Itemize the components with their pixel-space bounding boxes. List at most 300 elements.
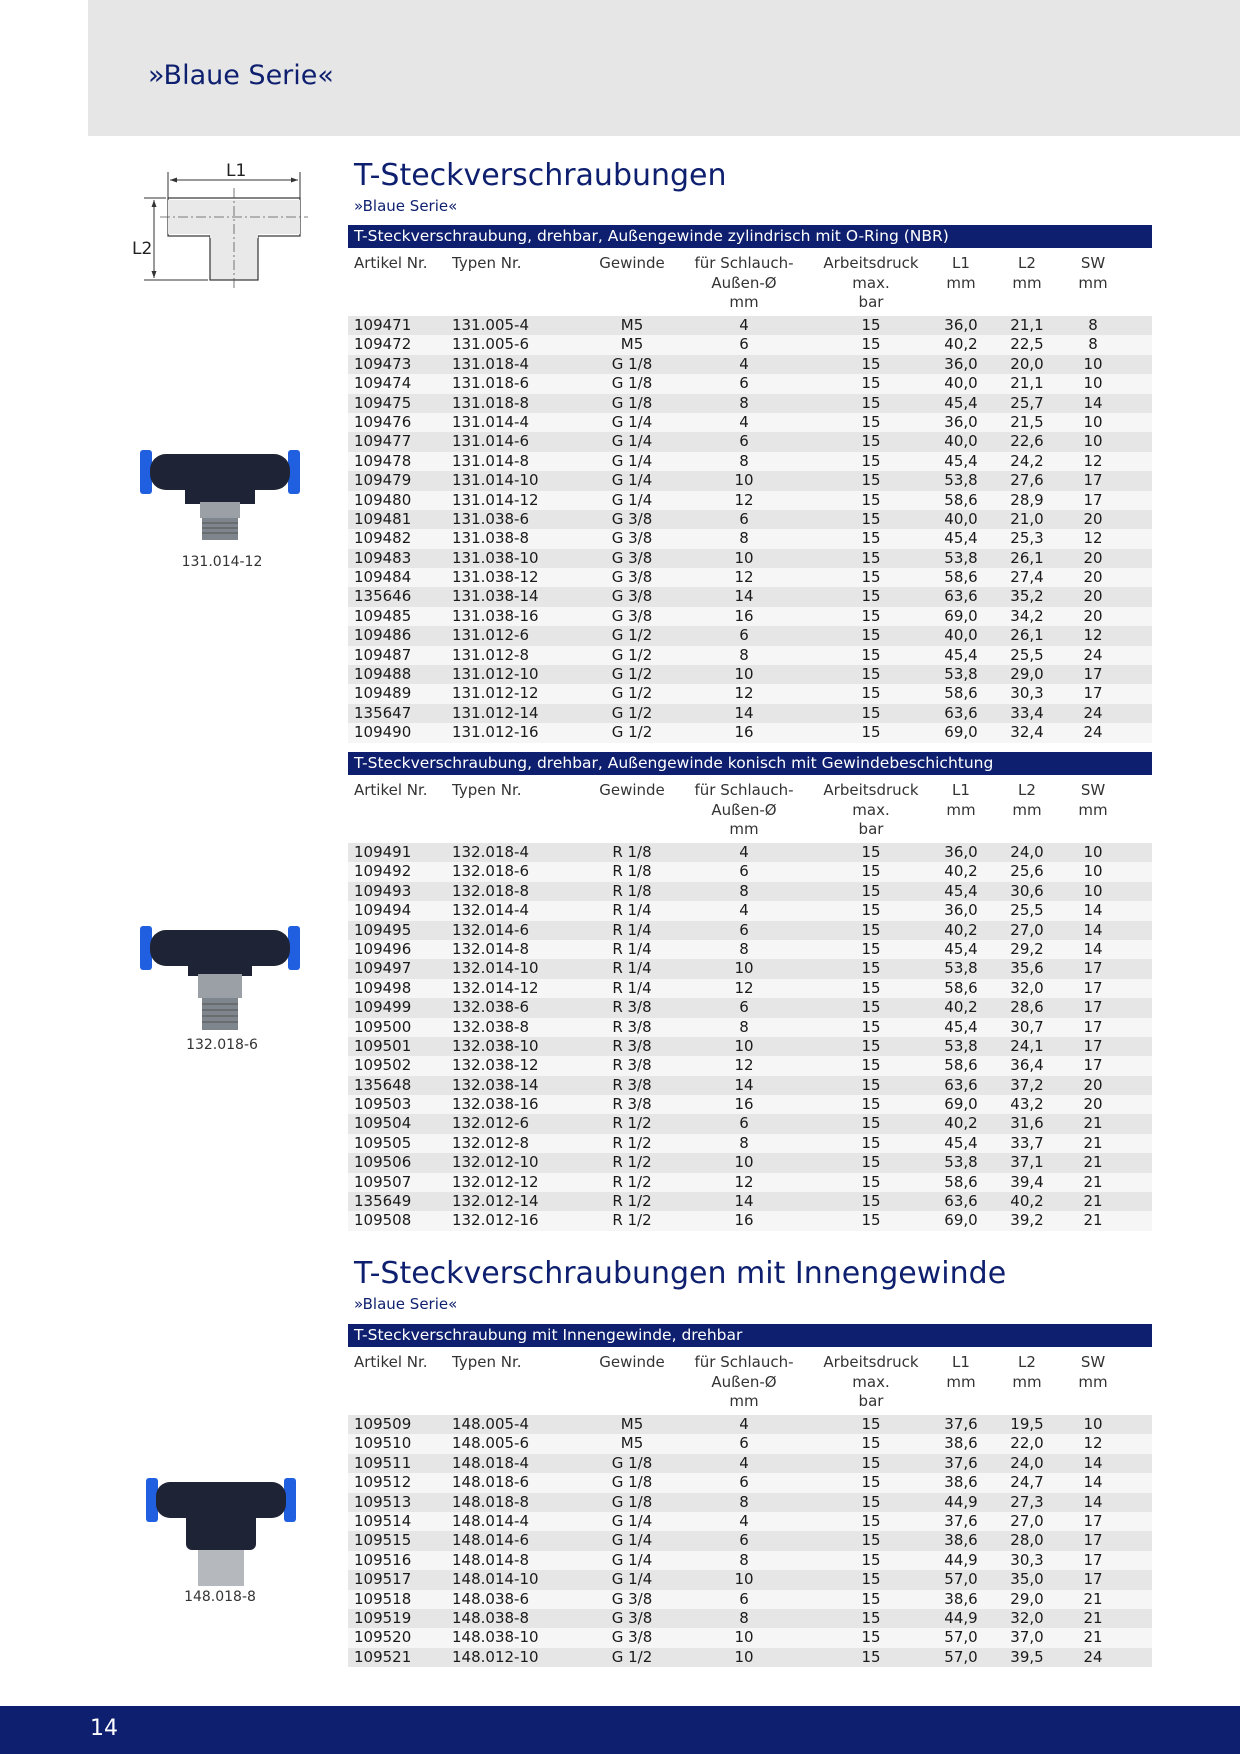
table-cell: 10 [734, 1570, 754, 1589]
table-cell: 10 [734, 665, 754, 684]
table-cell: 148.005-4 [452, 1415, 529, 1433]
table-cell: 53,8 [944, 665, 978, 684]
column-header-label: Gewinde [599, 254, 665, 272]
table-cell: 14 [734, 1192, 754, 1211]
column-header [450, 781, 590, 843]
table-cell: 45,4 [944, 939, 978, 958]
table-cell: 15 [861, 1075, 881, 1094]
column-header [348, 781, 450, 843]
table-cell: R 1/2 [612, 1133, 652, 1152]
table-cell: 109510 [354, 1434, 412, 1453]
table-cell: G 3/8 [611, 529, 653, 548]
table-cell: 69,0 [944, 1211, 978, 1230]
column-header [814, 781, 928, 843]
table-cell: G 1/2 [611, 1647, 653, 1666]
table-cell: 4 [739, 901, 749, 920]
table-cell: 38,6 [944, 1434, 978, 1453]
footer-bar [0, 1706, 1240, 1754]
table-cell: 17 [1083, 684, 1103, 703]
table-cell: 12 [1083, 626, 1103, 645]
table-cell: 21 [1083, 1211, 1103, 1230]
table-cell: M5 [620, 316, 644, 334]
table-cell: 6 [739, 374, 749, 393]
table-cell: 131.005-6 [452, 335, 529, 354]
table-cell: 31,6 [1010, 1114, 1044, 1133]
table-cell: R 1/2 [612, 1114, 652, 1133]
table-cell: 17 [1083, 1550, 1103, 1569]
column-header-label: Arbeitsdruck [823, 781, 919, 799]
table-cell: 109489 [354, 684, 412, 703]
column-header-label: mm [729, 1392, 759, 1410]
table-cell: 15 [861, 901, 881, 920]
table-cell: 8 [739, 1133, 749, 1152]
table-cell: 131.012-10 [452, 665, 539, 684]
table-cell: 15 [861, 1056, 881, 1075]
table-cell: 21,5 [1010, 412, 1044, 431]
table-cell: 17 [1083, 1017, 1103, 1036]
table-cell: 109498 [354, 978, 412, 997]
table-cell: 69,0 [944, 723, 978, 742]
table-cell: 43,2 [1010, 1095, 1044, 1114]
table-row [348, 1609, 1152, 1628]
table-cell: G 3/8 [611, 1589, 653, 1608]
table-cell: R 3/8 [612, 1036, 652, 1055]
table-cell: 63,6 [944, 1192, 978, 1211]
table-cell: 15 [861, 1153, 881, 1172]
column-header-label: Typen Nr. [452, 781, 522, 799]
table-cell: 10 [734, 1036, 754, 1055]
table-cell: 27,0 [1010, 920, 1044, 939]
table-cell: 109482 [354, 529, 412, 548]
table-cell: 40,2 [1010, 1192, 1044, 1211]
table-cell: 132.012-16 [452, 1211, 539, 1230]
table-cell: 36,4 [1010, 1056, 1044, 1075]
table-row [348, 959, 1152, 978]
table-cell: 58,6 [944, 568, 978, 587]
table-cell: G 3/8 [611, 1628, 653, 1647]
column-header-label: Artikel Nr. [354, 781, 428, 799]
table-row [348, 1628, 1152, 1647]
table-cell: 10 [1083, 862, 1103, 881]
table-cell: G 1/2 [611, 723, 653, 742]
table-cell: G 1/8 [611, 374, 653, 393]
column-header [674, 254, 814, 316]
table-row [348, 998, 1152, 1017]
table-cell: 12 [734, 978, 754, 997]
table-cell: 15 [861, 1628, 881, 1647]
table-cell: R 1/4 [612, 978, 652, 997]
table-cell: 148.014-6 [452, 1531, 529, 1550]
series-title: »Blaue Serie« [148, 60, 334, 91]
table-cell: 15 [861, 1133, 881, 1152]
dimension-drawing [130, 158, 310, 290]
column-header [928, 781, 994, 843]
table-cell: 109476 [354, 412, 412, 431]
table-cell: 35,0 [1010, 1570, 1044, 1589]
column-header-label: mm [946, 273, 976, 292]
table-cell: 148.038-6 [452, 1589, 529, 1608]
table-cell: 15 [861, 587, 881, 606]
table-cell: 15 [861, 998, 881, 1017]
table-cell: G 1/4 [611, 1570, 653, 1589]
table-cell: 36,0 [944, 316, 978, 334]
table-cell: 40,0 [944, 432, 978, 451]
table-cell: 15 [861, 978, 881, 997]
table-row [348, 921, 1152, 940]
table-cell: 14 [1083, 939, 1103, 958]
table-row [348, 1192, 1152, 1211]
table-cell: 8 [739, 1608, 749, 1627]
table-cell: 14 [1083, 901, 1103, 920]
table-cell: 8 [739, 393, 749, 412]
table-cell: 4 [739, 1511, 749, 1530]
table-cell: 16 [734, 606, 754, 625]
table-cell: 109508 [354, 1211, 412, 1230]
table-cell: 17 [1083, 1056, 1103, 1075]
table-cell: 109503 [354, 1095, 412, 1114]
table-cell: 6 [739, 432, 749, 451]
table-cell: 17 [1083, 998, 1103, 1017]
column-header-label: max. [852, 273, 890, 292]
table-cell: 132.038-10 [452, 1036, 539, 1055]
table-cell: 109483 [354, 548, 412, 567]
table-row [348, 979, 1152, 998]
table-cell: 37,1 [1010, 1153, 1044, 1172]
column-header-label: Außen-Ø [711, 273, 777, 292]
table-cell: 15 [861, 393, 881, 412]
table-cell: 15 [861, 1511, 881, 1530]
column-header-label: SW [1080, 254, 1106, 272]
table-cell: 58,6 [944, 490, 978, 509]
table-cell: 15 [861, 335, 881, 354]
table-cell: 58,6 [944, 1172, 978, 1191]
table-row [348, 1095, 1152, 1114]
table-cell: G 1/4 [611, 490, 653, 509]
table-cell: 15 [861, 1589, 881, 1608]
table-cell: R 1/4 [612, 939, 652, 958]
product-table-2 [348, 752, 1152, 1231]
table-cell: 32,0 [1010, 1608, 1044, 1627]
table-cell: 109486 [354, 626, 412, 645]
column-header-label: Artikel Nr. [354, 254, 428, 272]
table-cell: 109511 [354, 1453, 412, 1472]
table-row [348, 704, 1152, 723]
table-cell: 15 [861, 374, 881, 393]
table-cell: 131.014-6 [452, 432, 529, 451]
table-cell: 131.012-16 [452, 723, 539, 742]
table-cell: 25,5 [1010, 645, 1044, 664]
table-cell: 131.012-8 [452, 645, 529, 664]
table-cell: 14 [1083, 1453, 1103, 1472]
product-caption: 132.018-6 [186, 1037, 258, 1053]
table-cell: 15 [861, 529, 881, 548]
table-cell: 20 [1083, 606, 1103, 625]
table-cell: 27,6 [1010, 471, 1044, 490]
table-cell: 22,0 [1010, 1434, 1044, 1453]
table-cell: 109496 [354, 939, 412, 958]
column-header-label: mm [946, 1372, 976, 1391]
table-cell: 148.018-4 [452, 1453, 529, 1472]
table-cell: 4 [739, 354, 749, 373]
table-cell: 37,0 [1010, 1628, 1044, 1647]
table-row [348, 1590, 1152, 1609]
table-cell: R 3/8 [612, 998, 652, 1017]
table-cell: 17 [1083, 978, 1103, 997]
table-cell: 109506 [354, 1153, 412, 1172]
table-cell: 20 [1083, 548, 1103, 567]
table-cell: 109481 [354, 509, 412, 528]
table-cell: 37,6 [944, 1453, 978, 1472]
table-cell: 132.012-12 [452, 1172, 539, 1191]
table-cell: 10 [1083, 1415, 1103, 1433]
table-cell: 24,0 [1010, 1453, 1044, 1472]
table-cell: 131.014-12 [452, 490, 539, 509]
table-cell: 27,3 [1010, 1492, 1044, 1511]
table-cell: 131.038-8 [452, 529, 529, 548]
table-cell: 10 [734, 1647, 754, 1666]
table-cell: 131.012-12 [452, 684, 539, 703]
table-cell: 15 [861, 509, 881, 528]
section-title: T-Steckverschraubungen [354, 158, 727, 193]
column-header-label: Typen Nr. [452, 1353, 522, 1371]
table-cell: 21 [1083, 1133, 1103, 1152]
table-cell: 132.012-8 [452, 1133, 529, 1152]
table-row [348, 316, 1152, 335]
table-cell: 109504 [354, 1114, 412, 1133]
table-cell: 131.014-10 [452, 471, 539, 490]
column-header-label: Gewinde [599, 1353, 665, 1371]
column-header [1060, 1353, 1126, 1415]
table-cell: 40,2 [944, 998, 978, 1017]
column-header-label: SW [1080, 781, 1106, 799]
table-cell: 36,0 [944, 901, 978, 920]
column-header-label: für Schlauch- [694, 254, 794, 272]
table-cell: 10 [734, 1153, 754, 1172]
table-cell: 109507 [354, 1172, 412, 1191]
table-cell: 39,5 [1010, 1647, 1044, 1666]
table-cell: 25,3 [1010, 529, 1044, 548]
column-header-label: Typen Nr. [452, 254, 522, 272]
table-cell: 63,6 [944, 703, 978, 722]
table-row [348, 374, 1152, 393]
table-cell: 109479 [354, 471, 412, 490]
table-row [348, 432, 1152, 451]
section-subtitle: »Blaue Serie« [354, 1295, 458, 1313]
table-cell: 15 [861, 354, 881, 373]
table-cell: 37,6 [944, 1415, 978, 1433]
table-heading: T-Steckverschraubung, drehbar, Außengewinde zylindrisch mit O-Ring (NBR) [348, 225, 1152, 248]
table-cell: 15 [861, 1095, 881, 1114]
table-cell: 15 [861, 684, 881, 703]
table-cell: 4 [739, 843, 749, 861]
table-cell: 40,0 [944, 509, 978, 528]
table-cell: 32,4 [1010, 723, 1044, 742]
column-header-label: mm [729, 293, 759, 311]
table-cell: 15 [861, 1192, 881, 1211]
table-row [348, 723, 1152, 742]
table-cell: G 1/8 [611, 1453, 653, 1472]
table-cell: R 1/8 [612, 862, 652, 881]
table-cell: G 3/8 [611, 548, 653, 567]
column-header [1060, 254, 1126, 316]
table-cell: 4 [739, 412, 749, 431]
column-header-label: bar [858, 820, 884, 838]
column-header [590, 781, 674, 843]
table-cell: 24 [1083, 703, 1103, 722]
table-cell: M5 [620, 1415, 644, 1433]
table-cell: 40,2 [944, 920, 978, 939]
table-row [348, 1018, 1152, 1037]
table-cell: 10 [1083, 881, 1103, 900]
table-cell: R 1/2 [612, 1211, 652, 1230]
column-header-label: L2 [1018, 1353, 1036, 1371]
table-cell: 109499 [354, 998, 412, 1017]
table-cell: 15 [861, 1017, 881, 1036]
table-cell: 15 [861, 1492, 881, 1511]
table-cell: 24,2 [1010, 451, 1044, 470]
table-cell: 109490 [354, 723, 412, 742]
table-cell: 109472 [354, 335, 412, 354]
table-cell: G 1/8 [611, 1473, 653, 1492]
table-cell: 33,7 [1010, 1133, 1044, 1152]
table-cell: 21 [1083, 1114, 1103, 1133]
table-cell: 20,0 [1010, 354, 1044, 373]
table-row [348, 394, 1152, 413]
table-cell: G 1/2 [611, 626, 653, 645]
table-cell: 131.038-6 [452, 509, 529, 528]
table-row [348, 646, 1152, 665]
column-header-label: Arbeitsdruck [823, 1353, 919, 1371]
table-cell: 45,4 [944, 451, 978, 470]
table-cell: 6 [739, 1473, 749, 1492]
table-row [348, 335, 1152, 354]
table-cell: 33,4 [1010, 703, 1044, 722]
table-cell: 14 [734, 1075, 754, 1094]
table-cell: 109485 [354, 606, 412, 625]
table-cell: 12 [1083, 451, 1103, 470]
table-row [348, 862, 1152, 881]
column-header-label: Gewinde [599, 781, 665, 799]
table-cell: 15 [861, 703, 881, 722]
table-cell: 30,6 [1010, 881, 1044, 900]
column-header-row [348, 781, 1152, 843]
product-caption: 148.018-8 [184, 1589, 256, 1605]
table-cell: 45,4 [944, 645, 978, 664]
table-cell: 40,2 [944, 862, 978, 881]
table-cell: 58,6 [944, 1056, 978, 1075]
table-cell: 21 [1083, 1172, 1103, 1191]
product-table-1 [348, 225, 1152, 743]
table-cell: 8 [739, 1017, 749, 1036]
table-cell: 109497 [354, 959, 412, 978]
table-cell: 53,8 [944, 471, 978, 490]
table-cell: 29,0 [1010, 1589, 1044, 1608]
table-cell: 14 [734, 703, 754, 722]
table-cell: 8 [739, 529, 749, 548]
table-cell: 24 [1083, 723, 1103, 742]
table-cell: 109478 [354, 451, 412, 470]
table-cell: 25,5 [1010, 901, 1044, 920]
table-heading: T-Steckverschraubung mit Innengewinde, drehbar [348, 1324, 1152, 1347]
table-cell: 45,4 [944, 881, 978, 900]
table-cell: 132.038-6 [452, 998, 529, 1017]
table-row [348, 901, 1152, 920]
table-cell: 109495 [354, 920, 412, 939]
table-cell: 131.014-4 [452, 412, 529, 431]
table-cell: 6 [739, 1114, 749, 1133]
table-cell: 53,8 [944, 548, 978, 567]
table-cell: 10 [1083, 432, 1103, 451]
table-row [348, 1434, 1152, 1453]
table-cell: 12 [734, 684, 754, 703]
table-row [348, 1473, 1152, 1492]
column-header [674, 1353, 814, 1415]
table-cell: 109519 [354, 1608, 412, 1627]
table-cell: R 1/4 [612, 959, 652, 978]
table-row [348, 355, 1152, 374]
table-cell: 21 [1083, 1628, 1103, 1647]
table-cell: 39,4 [1010, 1172, 1044, 1191]
table-row [348, 665, 1152, 684]
table-cell: 53,8 [944, 1153, 978, 1172]
table-cell: 109488 [354, 665, 412, 684]
table-row [348, 626, 1152, 645]
table-cell: 17 [1083, 490, 1103, 509]
column-header-label: L1 [952, 781, 970, 799]
table-cell: 57,0 [944, 1647, 978, 1666]
column-header [1060, 781, 1126, 843]
table-cell: 109475 [354, 393, 412, 412]
table-cell: 45,4 [944, 1017, 978, 1036]
table-cell: 21,1 [1010, 316, 1044, 334]
table-cell: 20 [1083, 1095, 1103, 1114]
column-header-label: mm [946, 800, 976, 819]
table-cell: R 3/8 [612, 1056, 652, 1075]
table-cell: 29,2 [1010, 939, 1044, 958]
table-cell: 6 [739, 626, 749, 645]
table-cell: 6 [739, 1434, 749, 1453]
table-cell: G 3/8 [611, 587, 653, 606]
table-cell: 12 [1083, 1434, 1103, 1453]
column-header [994, 254, 1060, 316]
table-cell: 58,6 [944, 978, 978, 997]
table-row [348, 684, 1152, 703]
table-cell: 8 [1088, 335, 1098, 354]
table-row [348, 940, 1152, 959]
table-cell: 148.018-6 [452, 1473, 529, 1492]
table-cell: 8 [1088, 316, 1098, 334]
table-cell: 135647 [354, 703, 412, 722]
table-cell: 15 [861, 548, 881, 567]
table-cell: 15 [861, 626, 881, 645]
table-cell: 132.014-6 [452, 920, 529, 939]
column-header-label: SW [1080, 1353, 1106, 1371]
column-header-label: max. [852, 800, 890, 819]
table-cell: 15 [861, 451, 881, 470]
table-cell: 109514 [354, 1511, 412, 1530]
product-image-148 [146, 1474, 296, 1590]
table-cell: R 3/8 [612, 1017, 652, 1036]
table-cell: 26,1 [1010, 548, 1044, 567]
table-cell: 30,3 [1010, 1550, 1044, 1569]
column-header-label: L2 [1018, 781, 1036, 799]
table-cell: 24,1 [1010, 1036, 1044, 1055]
table-cell: 15 [861, 1211, 881, 1230]
column-header [674, 781, 814, 843]
table-cell: 10 [1083, 374, 1103, 393]
column-header-label: bar [858, 1392, 884, 1410]
table-cell: 20 [1083, 587, 1103, 606]
